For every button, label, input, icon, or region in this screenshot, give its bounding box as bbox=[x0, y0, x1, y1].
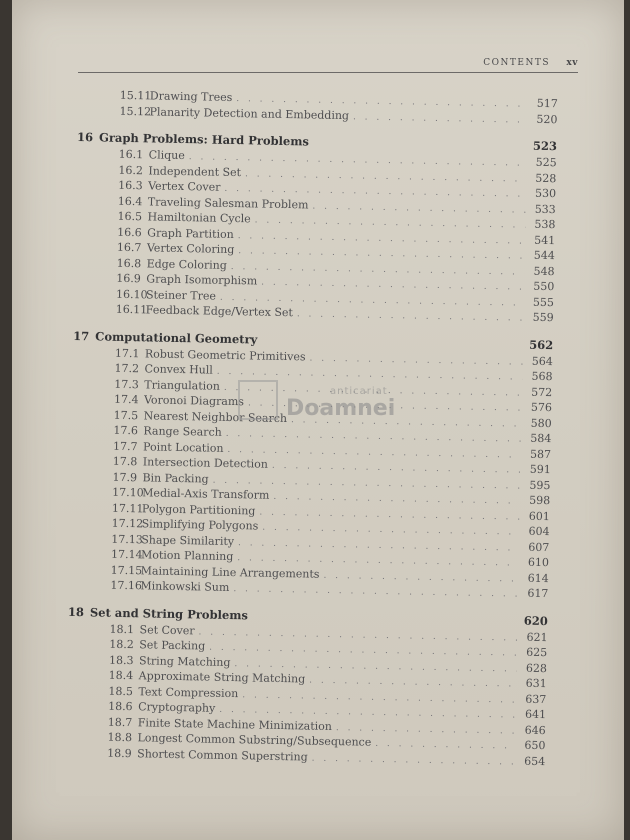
entry-number: 16.3 bbox=[118, 178, 143, 193]
dot-leader bbox=[233, 584, 518, 599]
entry-page: 572 bbox=[531, 385, 553, 399]
entry-title: Independent Set bbox=[148, 163, 242, 179]
entry-page: 520 bbox=[536, 112, 558, 126]
dot-leader bbox=[375, 739, 515, 752]
entry-number: 17.1 bbox=[114, 346, 140, 360]
table-of-contents bbox=[65, 88, 558, 781]
entry-title: Vertex Cover bbox=[148, 179, 221, 194]
dot-leader bbox=[297, 309, 524, 323]
entry-number: 17.13 bbox=[111, 532, 143, 546]
entry-number: 18.5 bbox=[108, 684, 134, 698]
toc-chapter bbox=[77, 88, 558, 128]
entry-page: 654 bbox=[524, 754, 546, 768]
entry-number: 17.8 bbox=[112, 454, 138, 469]
chapter-page: 620 bbox=[523, 613, 548, 628]
entry-number: 17.10 bbox=[112, 485, 144, 500]
entry-page: 631 bbox=[525, 676, 547, 691]
entry-title: Triangulation bbox=[144, 377, 221, 393]
toc-chapter bbox=[65, 604, 548, 770]
entry-title: Traveling Salesman Problem bbox=[147, 194, 309, 211]
entry-title: Shape Similarity bbox=[141, 532, 235, 548]
entry-number: 17.4 bbox=[113, 392, 139, 407]
entry-number: 18.8 bbox=[107, 730, 133, 745]
entry-title: Approximate String Matching bbox=[138, 669, 306, 686]
toc-chapter bbox=[68, 328, 553, 602]
entry-number: 17.9 bbox=[112, 470, 138, 484]
entry-title: Robust Geometric Primitives bbox=[144, 346, 306, 363]
entry-title: Range Search bbox=[143, 424, 222, 439]
entry-title: Steiner Tree bbox=[145, 287, 217, 303]
entry-number: 16.2 bbox=[118, 163, 144, 177]
entry-page: 646 bbox=[524, 723, 546, 737]
entry-page: 533 bbox=[534, 202, 556, 216]
entry-number: 18.4 bbox=[108, 668, 134, 683]
entry-page: 541 bbox=[534, 233, 556, 247]
entry-page: 604 bbox=[528, 524, 550, 539]
entry-page: 621 bbox=[526, 630, 548, 644]
entry-title: Vertex Coloring bbox=[146, 241, 235, 257]
entry-number: 17.3 bbox=[114, 377, 139, 391]
entry-number: 16.9 bbox=[116, 271, 141, 286]
entry-title: Longest Common Substring/Subsequence bbox=[137, 731, 372, 749]
entry-title: Text Compression bbox=[138, 684, 239, 700]
dot-leader bbox=[312, 201, 525, 215]
entry-title: Hamiltonian Cycle bbox=[147, 210, 251, 226]
entry-number: 17.15 bbox=[110, 563, 143, 577]
entry-title: Medial-Axis Transform bbox=[142, 486, 270, 502]
stamp-line-2: Doamnei bbox=[286, 396, 396, 421]
entry-number: 17.12 bbox=[111, 516, 144, 531]
dot-leader bbox=[336, 723, 516, 736]
entry-page: 628 bbox=[525, 661, 548, 675]
entry-title: Cryptography bbox=[138, 700, 216, 715]
entry-page: 641 bbox=[524, 707, 547, 722]
entry-number: 18.9 bbox=[107, 746, 132, 760]
entry-title: Drawing Trees bbox=[149, 89, 233, 104]
entry-number: 16.8 bbox=[116, 256, 142, 270]
chapter-page: 562 bbox=[529, 337, 554, 352]
entry-title: Maintaining Line Arrangements bbox=[140, 563, 320, 581]
entry-page: 598 bbox=[529, 493, 551, 508]
entry-title: Set Packing bbox=[139, 638, 206, 653]
dot-leader bbox=[353, 112, 528, 125]
entry-page: 614 bbox=[527, 571, 549, 585]
chapter-number: 16 bbox=[76, 129, 94, 145]
dot-leader bbox=[312, 753, 516, 767]
entry-title: Polygon Partitioning bbox=[141, 501, 256, 517]
entry-number: 18.3 bbox=[108, 653, 134, 667]
entry-page: 517 bbox=[536, 96, 558, 111]
entry-title: Minkowski Sum bbox=[140, 579, 230, 594]
book-page bbox=[12, 0, 624, 840]
header-title: CONTENTS bbox=[483, 58, 551, 68]
entry-page: 601 bbox=[528, 509, 550, 523]
entry-title: String Matching bbox=[138, 653, 231, 669]
entry-title: Nearest Neighbor Search bbox=[143, 408, 288, 425]
entry-page: 587 bbox=[529, 447, 552, 461]
entry-number: 17.11 bbox=[111, 501, 144, 515]
entry-number: 18.1 bbox=[109, 622, 135, 636]
entry-number: 16.11 bbox=[115, 302, 148, 317]
entry-title: Graph Isomorphism bbox=[146, 272, 258, 288]
entry-number: 17.5 bbox=[113, 408, 139, 422]
entry-title: Point Location bbox=[143, 439, 224, 455]
entry-number: 16.6 bbox=[117, 225, 142, 239]
chapter-title: Set and String Problems bbox=[89, 604, 249, 622]
entry-title: Bin Packing bbox=[142, 470, 209, 486]
entry-title: Planarity Detection and Embedding bbox=[149, 104, 350, 122]
dot-leader bbox=[310, 353, 523, 367]
chapter-title: Computational Geometry bbox=[95, 328, 258, 346]
entry-page: 559 bbox=[532, 310, 554, 325]
entry-page: 617 bbox=[527, 586, 549, 601]
entry-number: 16.10 bbox=[115, 287, 148, 301]
entry-number: 16.7 bbox=[116, 240, 142, 255]
entry-title: Shortest Common Superstring bbox=[137, 746, 308, 764]
entry-page: 637 bbox=[525, 692, 547, 706]
entry-title: Graph Partition bbox=[147, 225, 234, 241]
entry-page: 610 bbox=[527, 555, 550, 570]
entry-title: Voronoi Diagrams bbox=[143, 393, 245, 409]
entry-number: 17.6 bbox=[113, 423, 139, 438]
header-page-number: xv bbox=[566, 58, 578, 68]
entry-page: 564 bbox=[531, 354, 553, 368]
entry-page: 591 bbox=[529, 462, 551, 477]
entry-title: Feedback Edge/Vertex Set bbox=[145, 303, 294, 320]
entry-page: 530 bbox=[534, 186, 557, 201]
entry-title: Edge Coloring bbox=[146, 256, 227, 272]
entry-number: 18.2 bbox=[109, 637, 134, 652]
entry-page: 607 bbox=[528, 540, 550, 554]
dot-leader bbox=[323, 570, 518, 584]
entry-title: Motion Planning bbox=[140, 548, 234, 564]
chapter-page: 523 bbox=[532, 138, 558, 154]
chapter-number: 18 bbox=[67, 604, 85, 619]
entry-page: 525 bbox=[535, 155, 557, 170]
stamp-line-1: anticariat bbox=[330, 386, 388, 397]
dot-leader bbox=[309, 676, 517, 690]
entry-page: 548 bbox=[533, 264, 555, 278]
entry-title: Clique bbox=[148, 148, 185, 163]
entry-number: 17.7 bbox=[113, 439, 138, 453]
toc-chapter bbox=[74, 130, 558, 327]
entry-page: 568 bbox=[531, 369, 553, 384]
chapter-title: Graph Problems: Hard Problems bbox=[98, 130, 310, 149]
running-header bbox=[78, 58, 578, 73]
chapter-number: 17 bbox=[73, 328, 90, 343]
entry-page: 580 bbox=[530, 416, 552, 430]
entry-page: 595 bbox=[529, 478, 551, 492]
entry-page: 550 bbox=[533, 279, 555, 294]
entry-number: 15.11 bbox=[119, 88, 152, 103]
entry-title: Finite State Machine Minimization bbox=[137, 715, 333, 733]
entry-number: 17.2 bbox=[114, 361, 140, 376]
entry-number: 18.7 bbox=[107, 715, 133, 729]
entry-number: 17.14 bbox=[110, 547, 143, 562]
entry-page: 584 bbox=[530, 431, 552, 446]
entry-number: 17.16 bbox=[110, 578, 143, 593]
entry-number: 16.1 bbox=[118, 147, 144, 162]
entry-number: 15.12 bbox=[119, 104, 152, 118]
entry-title: Convex Hull bbox=[144, 362, 213, 377]
entry-page: 650 bbox=[524, 738, 546, 753]
entry-title: Intersection Detection bbox=[142, 455, 269, 471]
entry-number: 16.5 bbox=[117, 209, 143, 224]
entry-page: 544 bbox=[533, 248, 555, 263]
entry-page: 576 bbox=[530, 400, 553, 415]
entry-page: 555 bbox=[532, 295, 555, 309]
entry-page: 625 bbox=[526, 645, 548, 660]
entry-number: 18.6 bbox=[108, 699, 133, 714]
entry-title: Simplifying Polygons bbox=[141, 517, 259, 533]
entry-page: 528 bbox=[535, 171, 557, 185]
entry-number: 16.4 bbox=[117, 194, 143, 208]
entry-page: 538 bbox=[534, 217, 556, 232]
entry-title: Set Cover bbox=[139, 622, 195, 637]
